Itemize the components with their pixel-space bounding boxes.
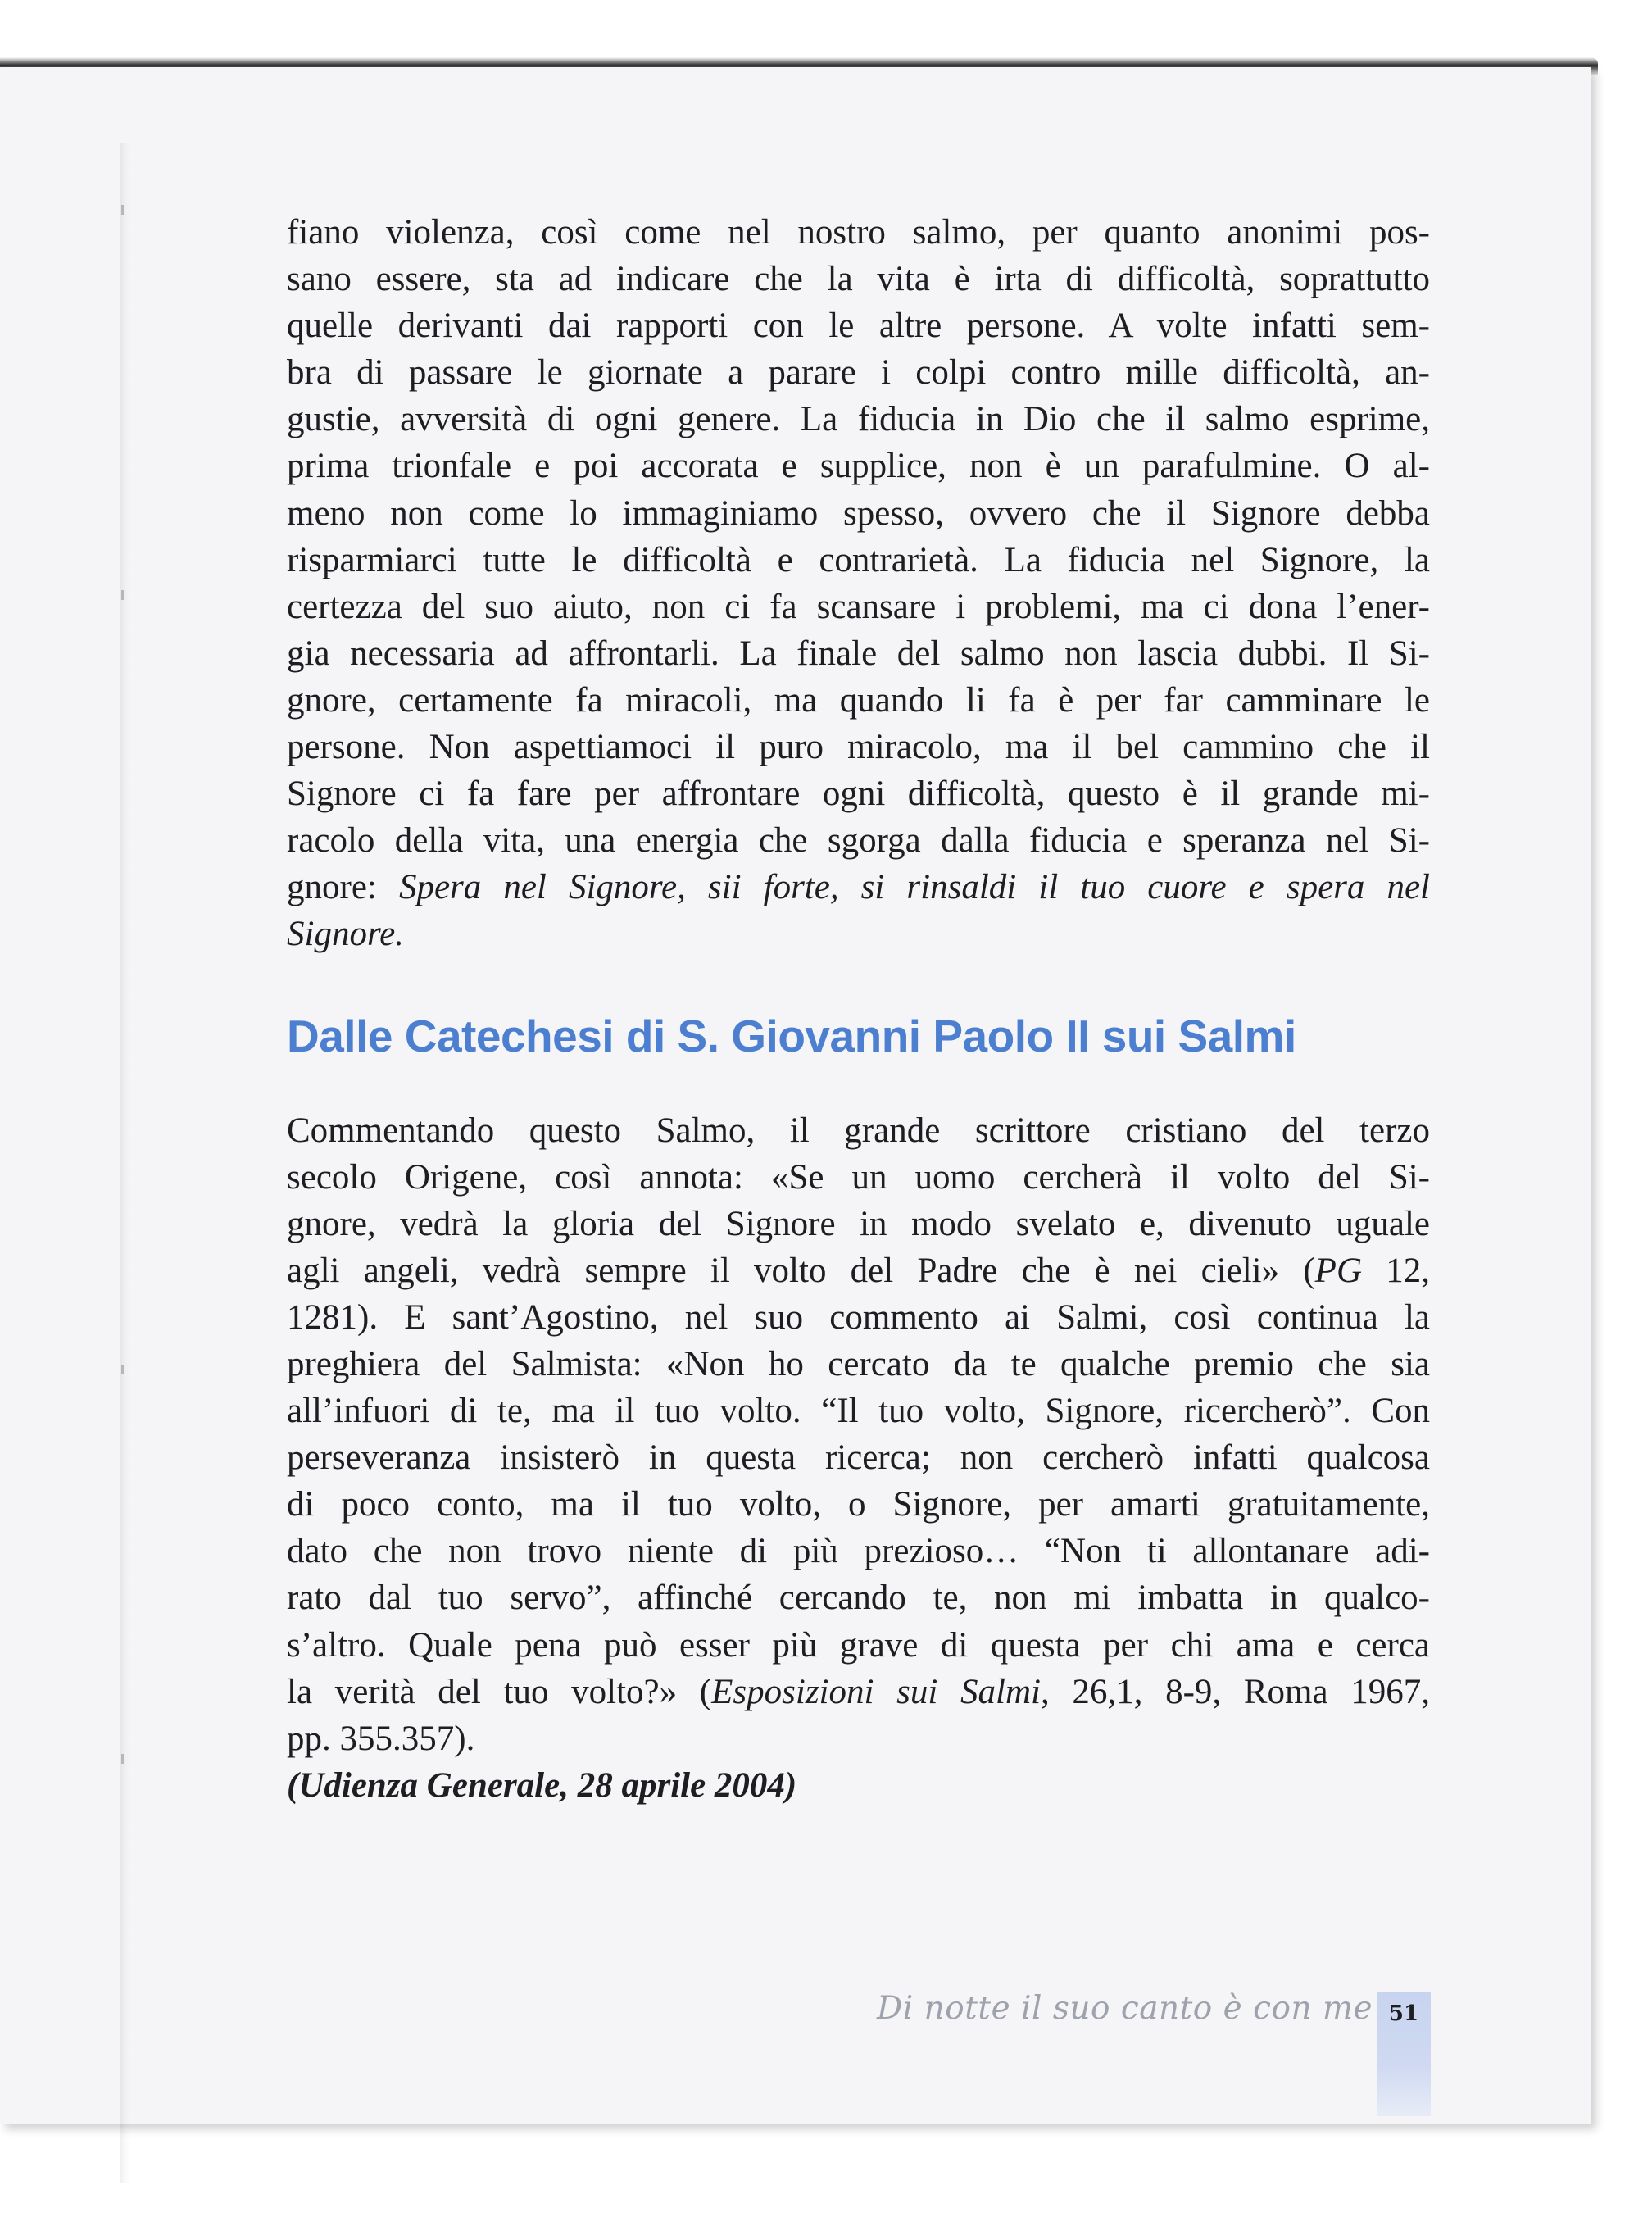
running-title: Di notte il suo canto è con me xyxy=(877,1990,1373,2027)
italic-book-title: Esposizioni sui Salmi xyxy=(711,1672,1041,1711)
text-line: s’altro. Quale pena può esser più grave di questa per chi ama e cerca xyxy=(287,1625,1430,1665)
italic-quote: Spera nel Signore, sii forte, si rinsaldi il tuo cuore e spera nel xyxy=(398,868,1430,907)
paragraph-1 xyxy=(287,209,1430,958)
text-line: perseveranza insisterò in questa ricerca; non cercherò infatti qualcosa xyxy=(287,1438,1430,1478)
text-line: agli angeli, vedrà sempre il volto del Padre che è nei cieli» (PG 12, xyxy=(287,1251,1430,1290)
section-heading: Dalle Catechesi di S. Giovanni Paolo II sui Salmi xyxy=(287,1010,1296,1061)
text-line: gnore, vedrà la gloria del Signore in modo svelato e, divenuto uguale xyxy=(287,1204,1430,1243)
text-line: sano essere, sta ad indicare che la vita è irta di difficoltà, soprattutto xyxy=(287,260,1430,299)
spine-mark xyxy=(121,205,124,215)
page-spine-shadow xyxy=(120,143,131,2183)
page-number: 51 xyxy=(1388,2001,1419,2026)
spine-mark xyxy=(121,1754,124,1764)
page-content xyxy=(287,209,1430,1809)
text-line: gustie, avversità di ogni genere. La fiducia in Dio che il salmo esprime, xyxy=(287,400,1430,439)
citation: (Udienza Generale, 28 aprile 2004) xyxy=(287,1765,797,1805)
text-line: rato dal tuo servo”, affinché cercando te, non mi imbatta in qualco- xyxy=(287,1579,1430,1618)
text-line: Signore ci fa fare per affrontare ogni difficoltà, questo è il grande mi- xyxy=(287,775,1430,814)
paragraph-2 xyxy=(287,1107,1430,1762)
text-line: fiano violenza, così come nel nostro salmo, per quanto anonimi pos- xyxy=(287,213,1430,252)
text-line: secolo Origene, così annota: «Se un uomo cercherà il volto del Si- xyxy=(287,1157,1430,1197)
italic-quote-end: Signore. xyxy=(287,915,404,954)
text-line: racolo della vita, una energia che sgorga dalla fiducia e speranza nel Si- xyxy=(287,821,1430,861)
text-line: dato che non trovo niente di più prezioso… “Non ti allontanare adi- xyxy=(287,1532,1430,1571)
text-line: certezza del suo aiuto, non ci fa scansare i problemi, ma ci dona l’ener- xyxy=(287,587,1430,626)
text-line: gnore: Spera nel Signore, sii forte, si rinsaldi il tuo cuore e spera nel xyxy=(287,868,1430,907)
text-line: preghiera del Salmista: «Non ho cercato da te qualche premio che sia xyxy=(287,1344,1430,1383)
spine-mark xyxy=(121,1365,124,1374)
text-line: risparmiarci tutte le difficoltà e contrarietà. La fiducia nel Signore, la xyxy=(287,540,1430,579)
text-line: pp. 355.357). xyxy=(287,1719,475,1758)
text-line: di poco conto, ma il tuo volto, o Signore, per amarti gratuitamente, xyxy=(287,1485,1430,1524)
text-line: bra di passare le giornate a parare i colpi contro mille difficoltà, an- xyxy=(287,353,1430,393)
text-line: quelle derivanti dai rapporti con le altre persone. A volte infatti sem- xyxy=(287,307,1430,346)
text-line: Commentando questo Salmo, il grande scrittore cristiano del terzo xyxy=(287,1111,1430,1150)
spine-mark xyxy=(121,590,124,600)
text-line: persone. Non aspettiamoci il puro miracolo, ma il bel cammino che il xyxy=(287,728,1430,767)
text-line: all’infuori di te, ma il tuo volto. “Il tuo volto, Signore, ricercherò”. Con xyxy=(287,1392,1430,1431)
page-number-tab xyxy=(1377,1992,1431,2116)
text-line: gnore, certamente fa miracoli, ma quando li fa è per far camminare le xyxy=(287,680,1430,720)
text-line: la verità del tuo volto?» (Esposizioni sui Salmi, 26,1, 8-9, Roma 1967, xyxy=(287,1672,1430,1711)
text-line: meno non come lo immaginiamo spesso, ovvero che il Signore debba xyxy=(287,493,1430,533)
text-line: 1281). E sant’Agostino, nel suo commento ai Salmi, così continua la xyxy=(287,1297,1430,1337)
text-line: prima trionfale e poi accorata e supplice, non è un parafulmine. O al- xyxy=(287,447,1430,486)
text-line: gia necessaria ad affrontarli. La finale del salmo non lascia dubbi. Il Si- xyxy=(287,634,1430,673)
italic-abbrev: PG xyxy=(1314,1251,1362,1290)
